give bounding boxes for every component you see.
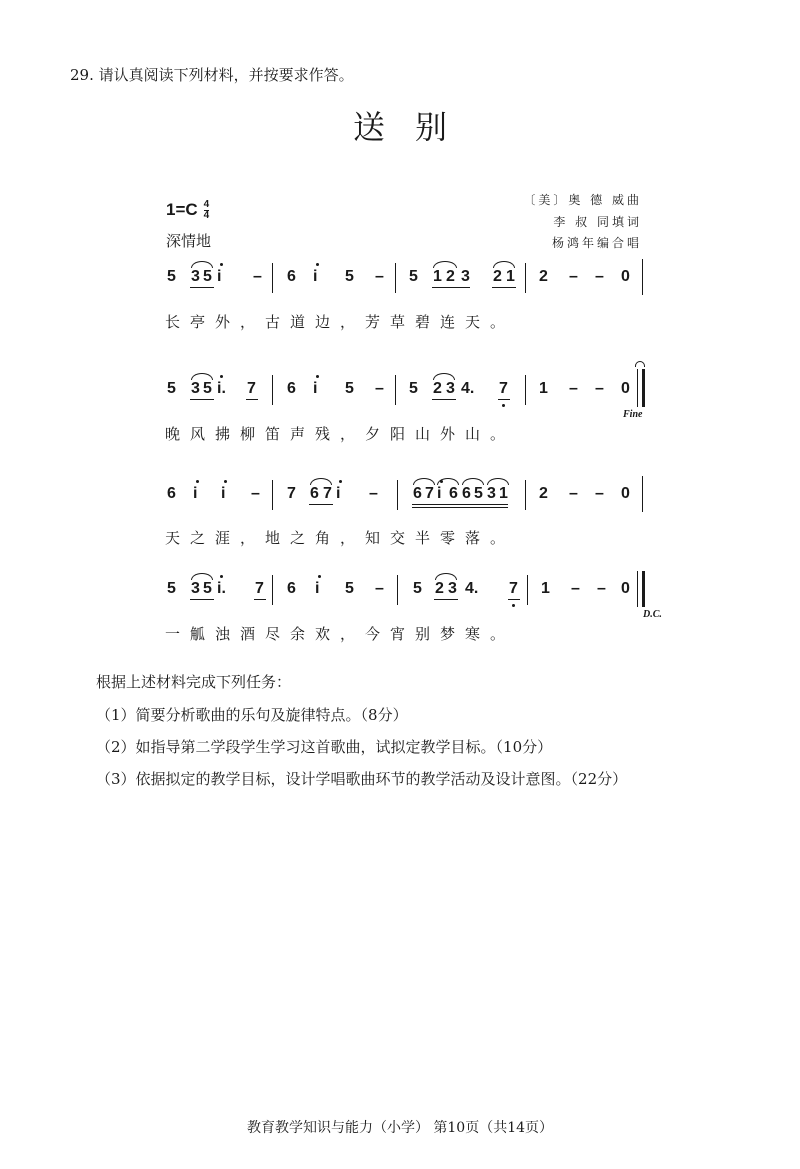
note: i <box>336 485 341 502</box>
slur <box>191 573 213 580</box>
time-bottom: 4 <box>203 210 210 222</box>
slur <box>487 478 509 485</box>
note: 5 <box>167 580 176 597</box>
note: 6 <box>462 485 471 502</box>
note: 5 <box>345 268 354 285</box>
note: i <box>315 580 320 597</box>
task-item-1: （1）简要分析歌曲的乐句及旋律特点。（8分） <box>96 706 408 724</box>
note: 3 <box>191 380 200 397</box>
note: – <box>595 380 604 397</box>
slur <box>435 573 457 580</box>
slur <box>310 478 332 485</box>
note: i <box>313 380 318 397</box>
barline <box>642 259 643 295</box>
octave-dot <box>316 263 319 266</box>
underline <box>190 399 214 400</box>
note: 5 <box>203 268 212 285</box>
underline <box>190 287 214 288</box>
note: 1 <box>433 268 442 285</box>
note: 5 <box>345 580 354 597</box>
note: – <box>375 268 384 285</box>
lyrics-line-2: 晚风拂柳笛声残，夕阳山外山。 <box>165 425 516 443</box>
note: 3 <box>461 268 470 285</box>
note: i <box>437 485 442 502</box>
note: 1 <box>506 268 515 285</box>
note: 5 <box>409 380 418 397</box>
note: 2 <box>493 268 502 285</box>
note: 7 <box>255 580 264 597</box>
dc-mark: D.C. <box>643 609 662 620</box>
barline <box>525 263 526 293</box>
note: 0 <box>621 380 630 397</box>
note: 5 <box>474 485 483 502</box>
underline <box>246 399 258 400</box>
note: 6 <box>449 485 458 502</box>
barline <box>397 480 398 510</box>
note: 2 <box>539 268 548 285</box>
underline <box>492 287 516 288</box>
underline <box>412 507 508 508</box>
score-line-3 <box>165 480 655 508</box>
score-line-1 <box>165 263 655 291</box>
underline <box>508 599 520 600</box>
slur <box>493 261 515 268</box>
barline <box>272 263 273 293</box>
final-barline <box>637 571 645 607</box>
arranger-credit: 杨鸿年编合唱 <box>551 236 642 250</box>
tempo-marking: 深情地 <box>166 232 212 250</box>
note: i <box>217 268 222 285</box>
tasks-intro: 根据上述材料完成下列任务： <box>96 673 292 691</box>
note: – <box>571 580 580 597</box>
slur <box>462 478 484 485</box>
barline <box>397 575 398 605</box>
note: 5 <box>203 380 212 397</box>
note: – <box>251 485 260 502</box>
underline <box>432 399 456 400</box>
note: 5 <box>345 380 354 397</box>
barline <box>272 375 273 405</box>
octave-dot <box>316 375 319 378</box>
barline <box>272 480 273 510</box>
note: i <box>221 485 226 502</box>
octave-dot <box>196 480 199 483</box>
slur <box>433 261 457 268</box>
note: 0 <box>621 268 630 285</box>
time-signature <box>204 200 210 221</box>
composer-credit: 〔美〕奥 德 威曲 <box>523 193 642 207</box>
note: 0 <box>621 580 630 597</box>
note: – <box>569 268 578 285</box>
underline <box>254 599 266 600</box>
note: – <box>597 580 606 597</box>
note: 2 <box>539 485 548 502</box>
underline <box>432 287 470 288</box>
note: 1 <box>539 380 548 397</box>
note: 5 <box>167 380 176 397</box>
note: 5 <box>409 268 418 285</box>
underline <box>434 599 458 600</box>
note: – <box>375 580 384 597</box>
lyrics-line-1: 长亭外，古道边，芳草碧连天。 <box>165 313 516 331</box>
underline <box>309 504 333 505</box>
lyrics-line-4: 一觚浊酒尽余欢，今宵别梦寒。 <box>165 625 516 643</box>
underline <box>412 504 508 505</box>
slur <box>191 261 213 268</box>
note: 3 <box>191 268 200 285</box>
note: 5 <box>203 580 212 597</box>
octave-dot <box>220 575 223 578</box>
octave-dot <box>440 480 443 483</box>
note: 3 <box>487 485 496 502</box>
note: i <box>313 268 318 285</box>
task-item-2: （2）如指导第二学段学生学习这首歌曲，试拟定教学目标。（10分） <box>96 738 553 756</box>
task-item-3: （3）依据拟定的教学目标，设计学唱歌曲环节的教学活动及设计意图。（22分） <box>96 770 628 788</box>
octave-dot <box>220 375 223 378</box>
slur <box>413 478 435 485</box>
time-top: 4 <box>203 199 210 211</box>
octave-dot <box>339 480 342 483</box>
note: 7 <box>323 485 332 502</box>
note: 5 <box>167 268 176 285</box>
lyricist-credit: 李 叔 同填词 <box>553 215 642 229</box>
slur <box>433 373 455 380</box>
note: – <box>569 380 578 397</box>
note: i <box>193 485 198 502</box>
score-line-4 <box>165 575 662 620</box>
note: 7 <box>499 380 508 397</box>
note: – <box>569 485 578 502</box>
note: 6 <box>310 485 319 502</box>
note: 7 <box>287 485 296 502</box>
underline <box>498 399 510 400</box>
barline <box>525 480 526 510</box>
key-signature <box>166 200 209 221</box>
note: 6 <box>287 580 296 597</box>
note: 3 <box>191 580 200 597</box>
note: 3 <box>446 380 455 397</box>
octave-dot <box>220 263 223 266</box>
note: – <box>595 268 604 285</box>
note: 6 <box>413 485 422 502</box>
note: i. <box>217 580 226 597</box>
fine-mark: Fine <box>623 409 643 420</box>
note: 4. <box>465 580 479 597</box>
fermata-icon <box>635 361 645 367</box>
note: 7 <box>509 580 518 597</box>
note: 0 <box>621 485 630 502</box>
note: 2 <box>435 580 444 597</box>
underline <box>190 599 214 600</box>
score-line-2 <box>165 375 655 420</box>
octave-dot <box>224 480 227 483</box>
note: – <box>375 380 384 397</box>
key-label: 1=C <box>166 200 198 219</box>
note: – <box>369 485 378 502</box>
note: – <box>253 268 262 285</box>
note: 2 <box>433 380 442 397</box>
note: 7 <box>247 380 256 397</box>
octave-dot <box>318 575 321 578</box>
barline <box>395 375 396 405</box>
note: 6 <box>287 380 296 397</box>
note: 3 <box>448 580 457 597</box>
barline <box>272 575 273 605</box>
note: 6 <box>167 485 176 502</box>
barline <box>642 476 643 512</box>
octave-dot-low <box>502 404 505 407</box>
song-title: 送别 <box>352 108 477 146</box>
note: 5 <box>413 580 422 597</box>
note: 4. <box>461 380 475 397</box>
question-heading: 29. 请认真阅读下列材料，并按要求作答。 <box>70 66 354 84</box>
slur <box>191 373 213 380</box>
barline <box>525 375 526 405</box>
final-barline <box>637 369 645 407</box>
barline <box>395 263 396 293</box>
note: 2 <box>446 268 455 285</box>
page-footer: 教育教学知识与能力（小学） 第10页（共14页） <box>246 1120 554 1136</box>
note: 1 <box>541 580 550 597</box>
note: – <box>595 485 604 502</box>
barline <box>527 575 528 605</box>
note: 1 <box>499 485 508 502</box>
note: i. <box>217 380 226 397</box>
octave-dot-low <box>512 604 515 607</box>
note: 7 <box>425 485 434 502</box>
note: 6 <box>287 268 296 285</box>
lyrics-line-3: 天之涯，地之角，知交半零落。 <box>165 529 516 547</box>
